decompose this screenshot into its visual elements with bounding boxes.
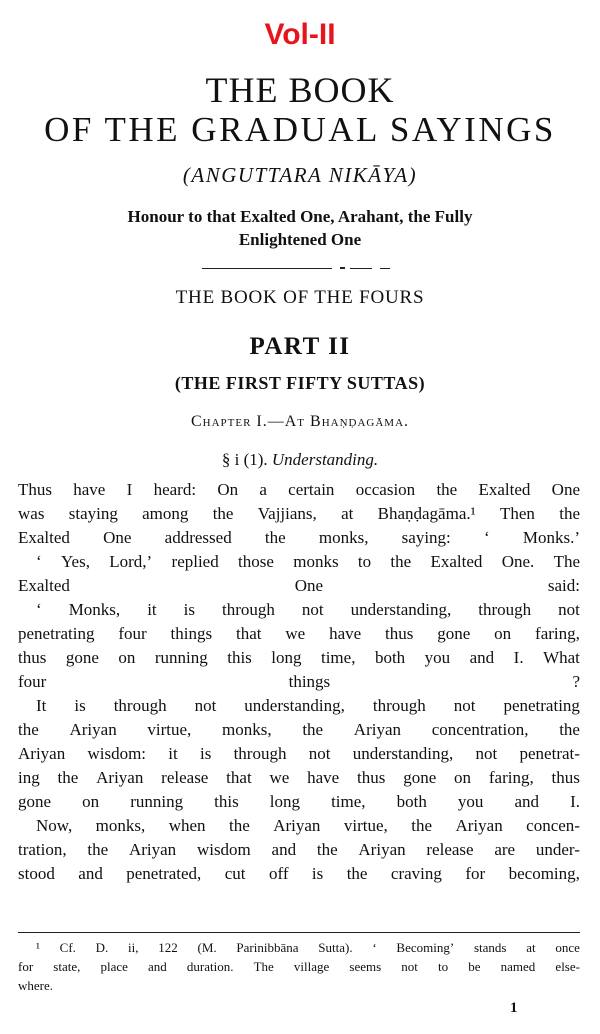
body-line: penetrating four things that we have thus gone on faring,	[18, 624, 580, 643]
chapter-heading: Chapter I.—At Bhaṇḍagāma.	[190, 413, 410, 430]
footnote-line: where.	[18, 978, 54, 993]
section-number: § i (1).	[221, 450, 268, 469]
body-line: ‘ Yes, Lord,’ replied those monks to the Exalted One. The	[36, 552, 580, 571]
book-subtitle: (ANGUTTARA NIKĀYA)	[182, 163, 418, 187]
body-line: Ariyan wisdom: it is through not understanding, not penetrat-	[18, 744, 580, 763]
volume-label: Vol-II	[264, 18, 336, 51]
body-line: ing the Ariyan release that we have thus gone on faring, thus	[18, 768, 580, 787]
suttas-heading: (THE FIRST FIFTY SUTTAS)	[174, 373, 426, 393]
body-line: Exalted One said:	[18, 576, 580, 595]
book-title-line-2: OF THE GRADUAL SAYINGS	[44, 110, 556, 149]
body-line: Exalted One addressed the monks, saying: ‘ Monks.’	[18, 528, 580, 547]
footnote-divider	[18, 932, 580, 933]
body-line: Now, monks, when the Ariyan virtue, the Ariyan concen-	[36, 816, 580, 835]
part-heading: PART II	[249, 333, 351, 360]
honour-dedication	[60, 205, 540, 251]
section-title: Understanding.	[271, 450, 379, 469]
body-line: the Ariyan virtue, monks, the Ariyan concentration, the	[18, 720, 580, 739]
ornamental-divider	[202, 268, 392, 270]
footnote-line: ¹ Cf. D. ii, 122 (M. Parinibbāna Sutta). ‘ Becoming’ stands at once	[36, 940, 580, 955]
body-text	[18, 478, 580, 886]
body-line: stood and penetrated, cut off is the craving for becoming,	[18, 864, 580, 883]
book-title-line-1: THE BOOK	[205, 70, 395, 110]
body-line: Thus have I heard: On a certain occasion the Exalted One	[18, 480, 580, 499]
body-line: gone on running this long time, both you and I.	[18, 792, 580, 811]
body-line: ‘ Monks, it is through not understanding, through not	[36, 600, 580, 619]
footnote	[18, 938, 580, 995]
body-line: was staying among the Vajjians, at Bhaṇḍagāma.¹ Then the	[18, 504, 580, 523]
body-line: It is through not understanding, through not penetrating	[36, 696, 580, 715]
footnote-line: for state, place and duration. The village seems not to be named else-	[18, 959, 580, 974]
book-heading: THE BOOK OF THE FOURS	[175, 287, 425, 308]
body-line: thus gone on running this long time, both you and I. What	[18, 648, 580, 667]
body-line: four things ?	[18, 672, 580, 691]
page-number: 1	[510, 1000, 518, 1016]
honour-line-1: Honour to that Exalted One, Arahant, the Fully	[127, 207, 473, 226]
honour-line-2: Enlightened One	[238, 230, 362, 249]
body-line: tration, the Ariyan wisdom and the Ariyan release are under-	[18, 840, 580, 859]
section-heading	[0, 450, 600, 470]
